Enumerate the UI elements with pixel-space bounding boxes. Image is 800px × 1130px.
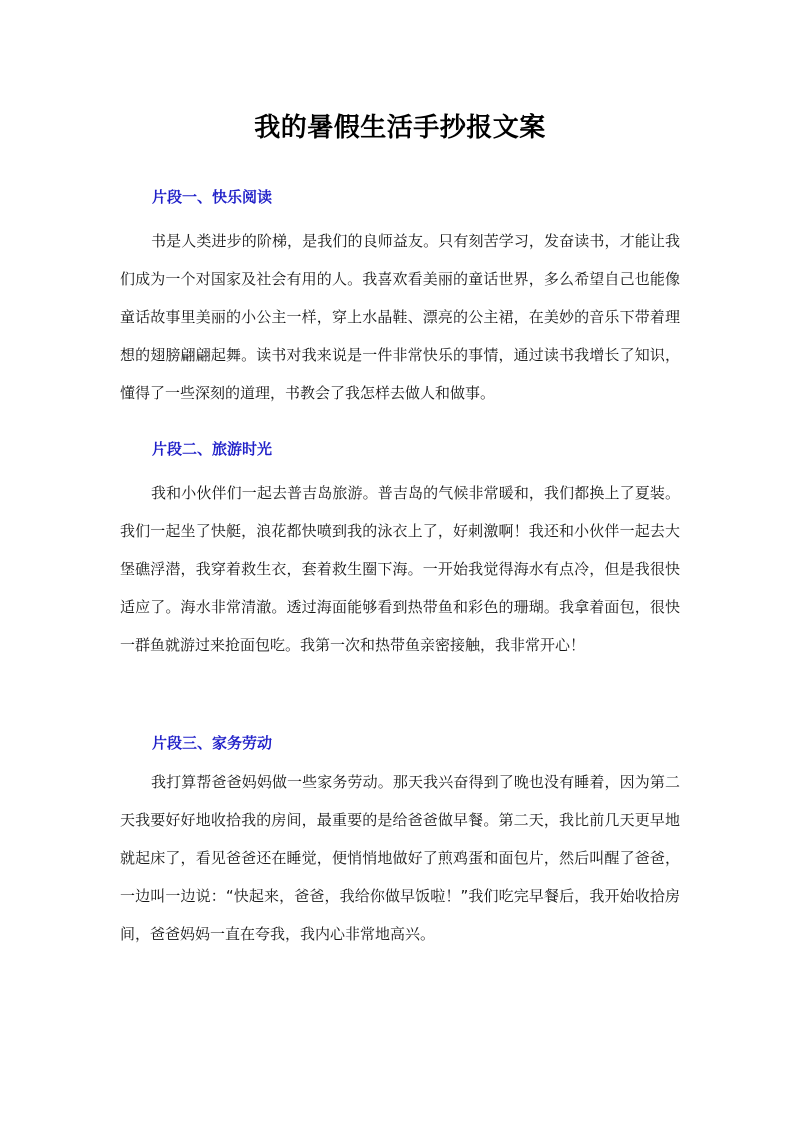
section-heading-reading: 片段一、快乐阅读 [152,188,273,206]
section-paragraph-reading: 书是人类进步的阶梯，是我们的良师益友。只有刻苦学习，发奋读书，才能让我们成为一个对国家及社会有用的人。我喜欢看美丽的童话世界，多么希望自己也能像童话故事里美丽的小公主一样，穿上水晶鞋、漂亮的公主裙，在美妙的音乐下带着理想的翅膀翩翩起舞。读书对我来说是一件非常快乐的事情，通过读书我增长了知识，懂得了一些深刻的道理，书教会了我怎样去做人和做事。 [120,232,680,402]
section-heading-travel: 片段二、旅游时光 [152,440,273,458]
document-title: 我的暑假生活手抄报文案 [254,113,546,143]
section-paragraph-housework: 我打算帮爸爸妈妈做一些家务劳动。那天我兴奋得到了晚也没有睡着，因为第二天我要好好地收拾我的房间，最重要的是给爸爸做早餐。第二天，我比前几天更早地就起床了，看见爸爸还在睡觉，便悄悄地做好了煎鸡蛋和面包片，然后叫醒了爸爸，一边叫一边说：“快起来，爸爸，我给你做早饭啦！”我们吃完早餐后，我开始收拾房间，爸爸妈妈一直在夸我，我内心非常地高兴。 [120,773,680,943]
section-paragraph-travel: 我和小伙伴们一起去普吉岛旅游。普吉岛的气候非常暖和，我们都换上了夏装。我们一起坐了快艇，浪花都快喷到我的泳衣上了，好刺激啊！我还和小伙伴一起去大堡礁浮潜，我穿着救生衣，套着救生圈下海。一开始我觉得海水有点冷，但是我很快适应了。海水非常清澈。透过海面能够看到热带鱼和彩色的珊瑚。我拿着面包，很快一群鱼就游过来抢面包吃。我第一次和热带鱼亲密接触，我非常开心！ [120,484,680,654]
section-heading-housework: 片段三、家务劳动 [152,734,273,752]
